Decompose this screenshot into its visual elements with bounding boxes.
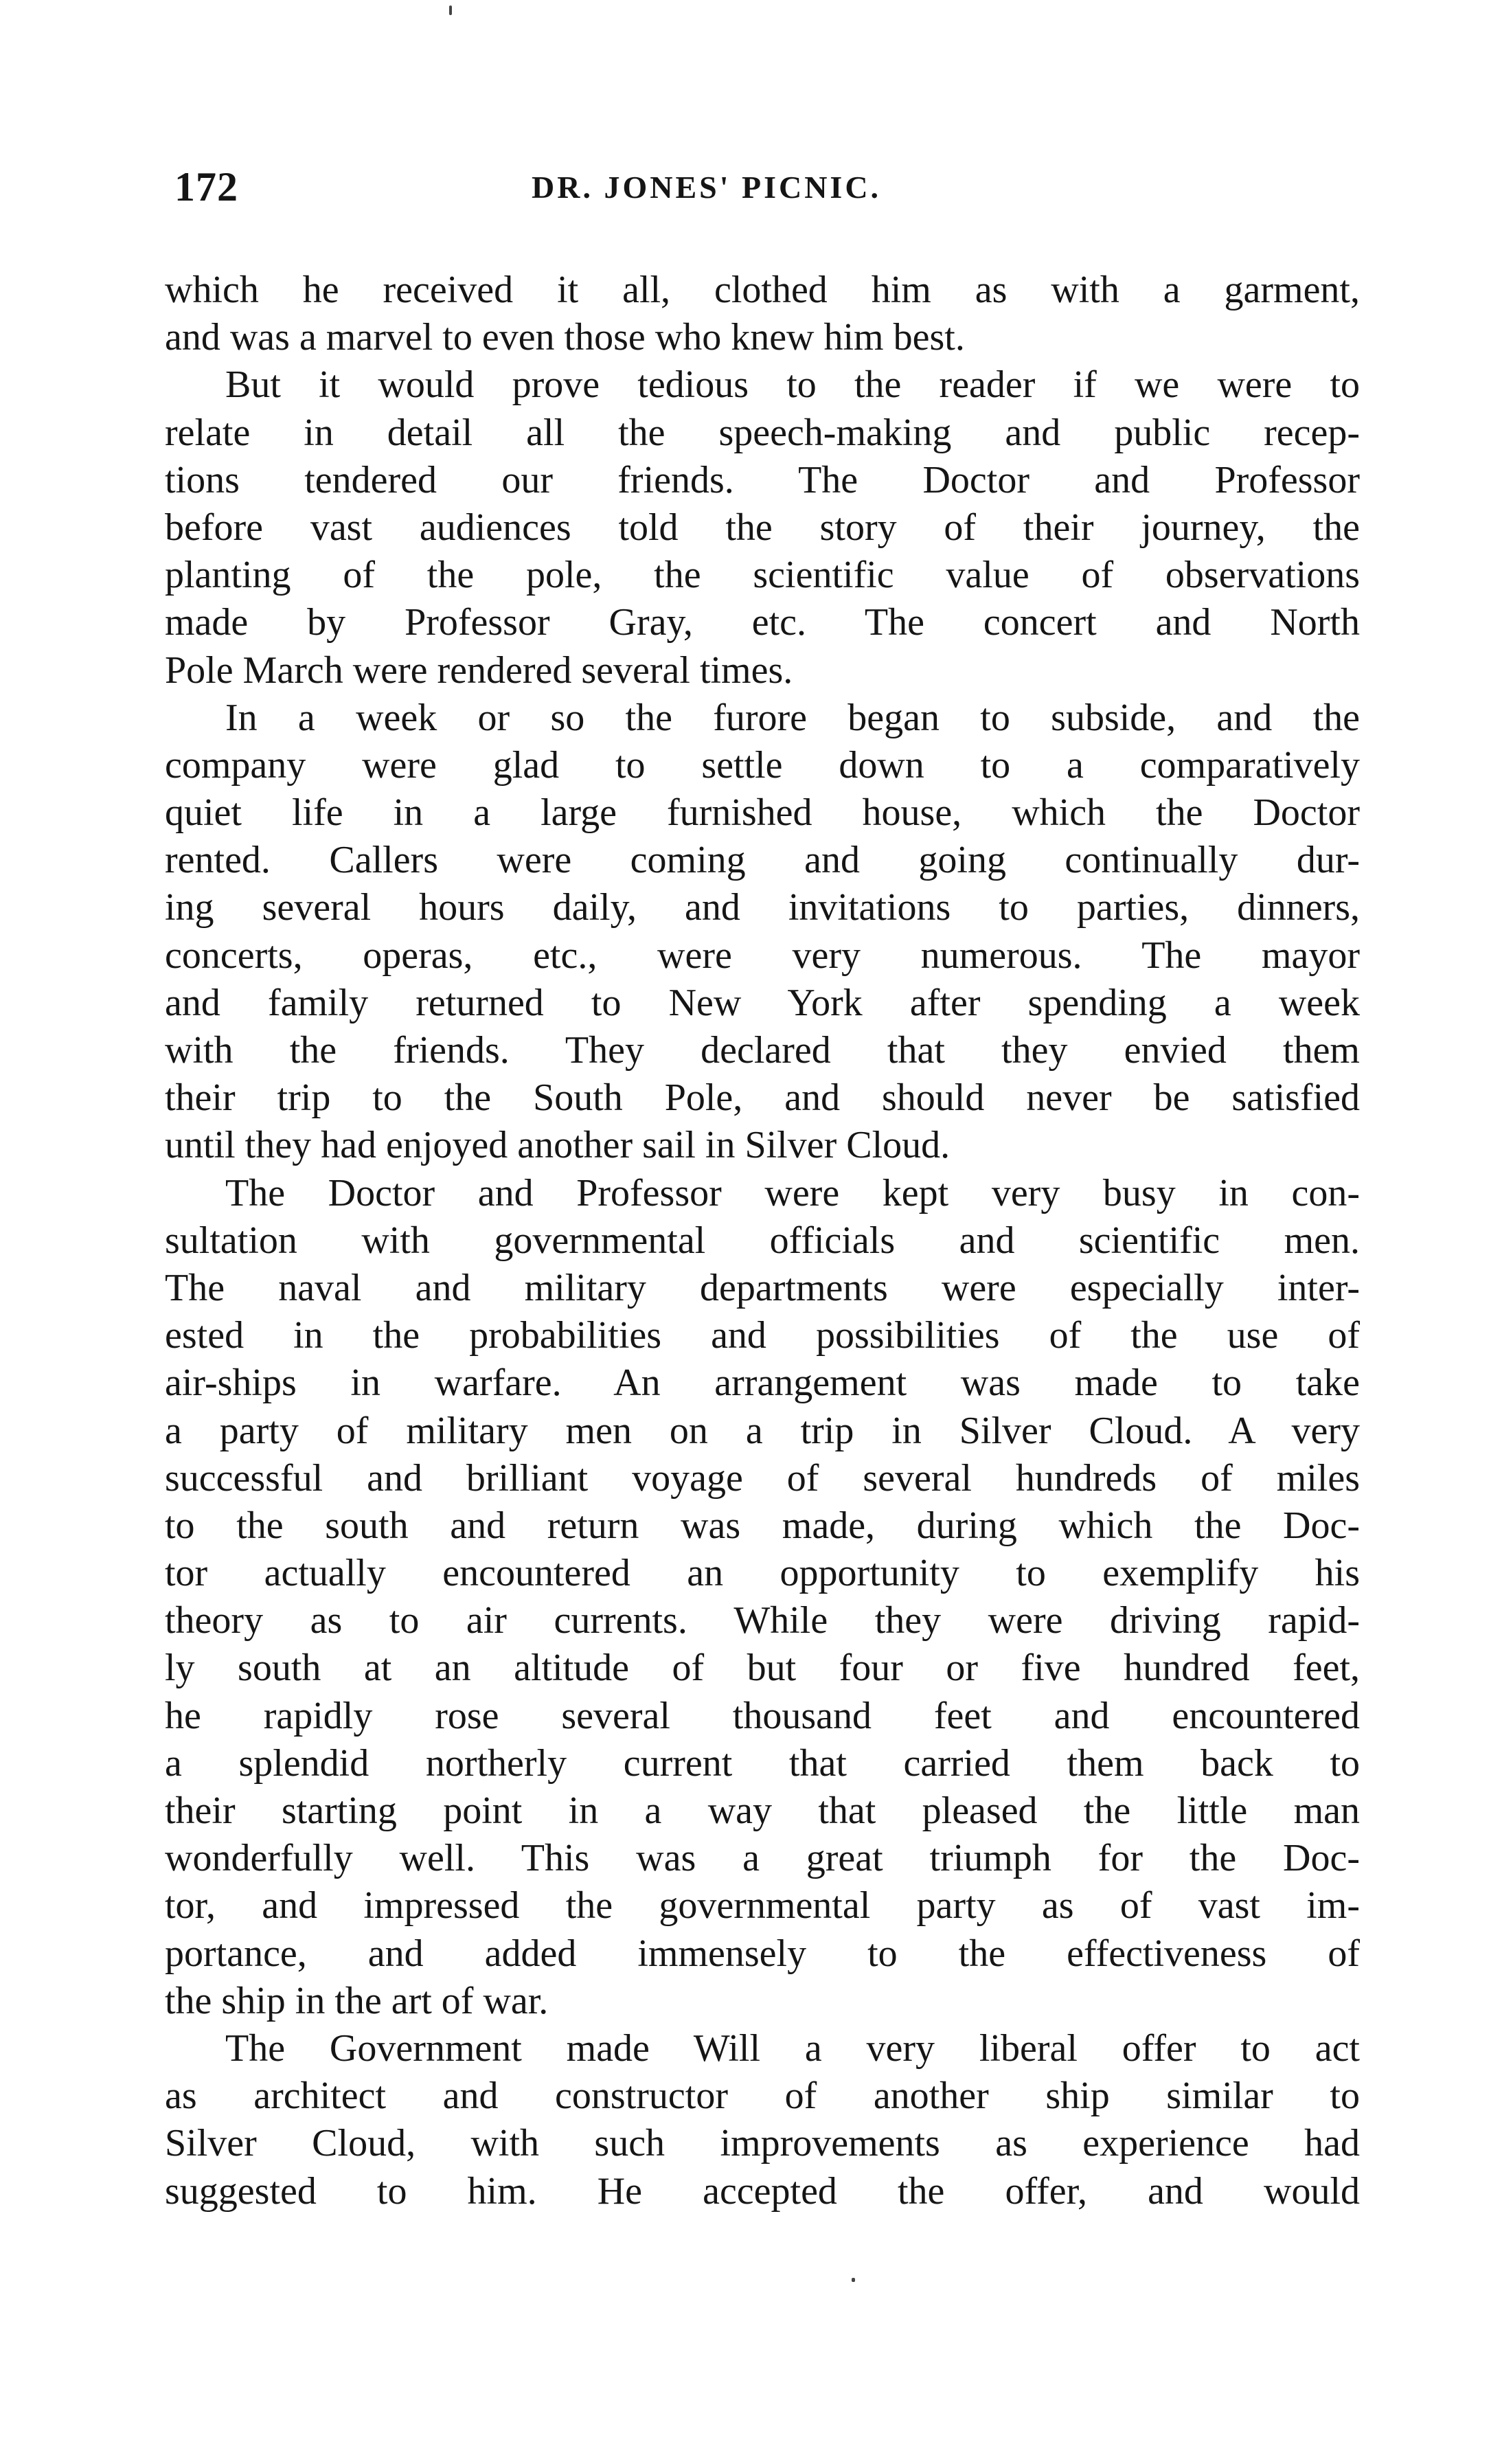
text-line: ested in the probabilities and possibilities of the use of xyxy=(165,1314,1360,1357)
text-line: before vast audiences told the story of their journey, the xyxy=(165,506,1360,549)
paragraph-first-line: The Government made Will a very liberal offer to act xyxy=(225,2026,1360,2070)
text-line: which he received it all, clothed him as with a garment, xyxy=(165,269,1360,311)
text-line: relate in detail all the speech-making and public recep- xyxy=(165,411,1360,454)
text-line: quiet life in a large furnished house, which the Doctor xyxy=(165,791,1360,835)
text-line: sultation with governmental officials and scientific men. xyxy=(165,1219,1360,1262)
text-line: company were glad to settle down to a comparatively xyxy=(165,743,1360,787)
text-line: with the friends. They declared that they envied them xyxy=(165,1029,1360,1072)
text-line: and was a marvel to even those who knew him best. xyxy=(165,316,965,359)
text-line: ly south at an altitude of but four or five hundred feet, xyxy=(165,1647,1360,1690)
running-head: DR. JONES' PICNIC. xyxy=(532,170,882,205)
text-line: ing several hours daily, and invitations to parties, dinners, xyxy=(165,886,1360,929)
text-line: wonderfully well. This was a great triumph for the Doc- xyxy=(165,1837,1360,1880)
text-line: their trip to the South Pole, and should never be satisfied xyxy=(165,1076,1360,1120)
text-line: and family returned to New York after spending a week xyxy=(165,981,1360,1024)
text-line: concerts, operas, etc., were very numerous. The mayor xyxy=(165,934,1360,977)
text-line: rented. Callers were coming and going continually dur- xyxy=(165,839,1360,882)
text-line: a splendid northerly current that carried them back to xyxy=(165,1741,1360,1785)
text-line: portance, and added immensely to the effectiveness of xyxy=(165,1932,1360,1975)
text-line: made by Professor Gray, etc. The concert and North xyxy=(165,601,1360,644)
text-line: to the south and return was made, during which the Doc- xyxy=(165,1504,1360,1547)
paragraph-first-line: But it would prove tedious to the reader if we were to xyxy=(225,363,1360,407)
text-line: their starting point in a way that pleased the little man xyxy=(165,1789,1360,1832)
text-line: suggested to him. He accepted the offer, and would xyxy=(165,2169,1360,2213)
body-text xyxy=(165,267,1360,2215)
text-line: Pole March were rendered several times. xyxy=(165,648,793,692)
page-header xyxy=(165,159,1360,214)
paragraph-first-line: In a week or so the furore began to subside, and the xyxy=(225,696,1360,739)
print-speck xyxy=(449,5,452,15)
text-line: The naval and military departments were especially inter- xyxy=(165,1266,1360,1309)
text-line: tor, and impressed the governmental party as of vast im- xyxy=(165,1884,1360,1928)
text-line: successful and brilliant voyage of several hundreds of miles xyxy=(165,1456,1360,1500)
text-line: Silver Cloud, with such improvements as experience had xyxy=(165,2122,1360,2165)
text-line: he rapidly rose several thousand feet and encountered xyxy=(165,1694,1360,1737)
text-line: theory as to air currents. While they were driving rapid- xyxy=(165,1599,1360,1642)
text-line: the ship in the art of war. xyxy=(165,1979,549,2022)
paragraph-first-line: The Doctor and Professor were kept very busy in con- xyxy=(225,1171,1360,1214)
text-line: tions tendered our friends. The Doctor and Professor xyxy=(165,458,1360,501)
text-line: air-ships in warfare. An arrangement was made to take xyxy=(165,1361,1360,1405)
text-line: until they had enjoyed another sail in Silver Cloud. xyxy=(165,1124,951,1167)
page-number: 172 xyxy=(174,164,238,210)
print-speck xyxy=(852,2278,855,2282)
text-line: planting of the pole, the scientific value of observations xyxy=(165,554,1360,597)
text-line: a party of military men on a trip in Silver Cloud. A very xyxy=(165,1409,1360,1452)
text-line: as architect and constructor of another ship similar to xyxy=(165,2075,1360,2118)
text-line: tor actually encountered an opportunity to exemplify his xyxy=(165,1552,1360,1595)
